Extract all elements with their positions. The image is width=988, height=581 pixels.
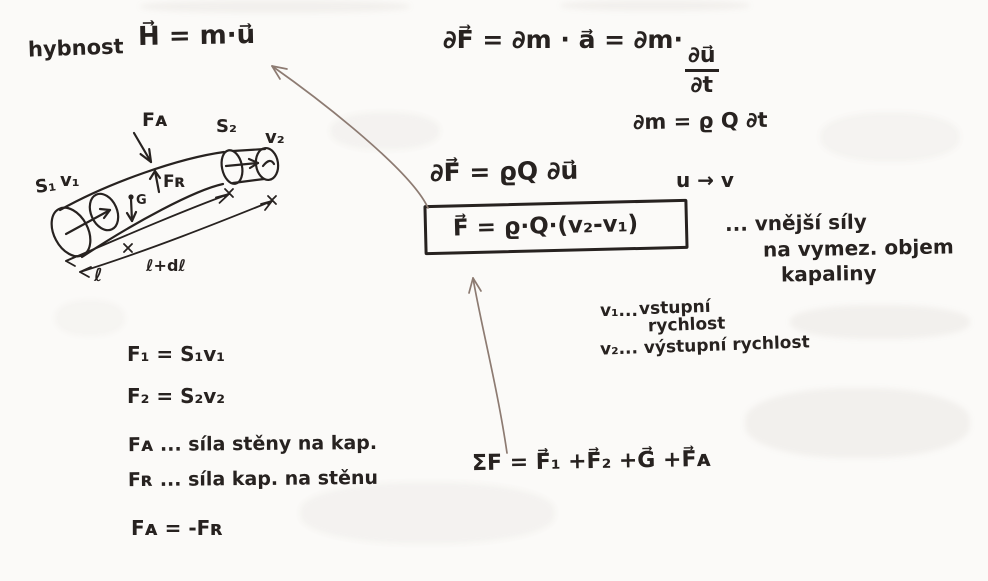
result-equation: F⃗ = ϱ·Q·(v₂-v₁) bbox=[452, 210, 639, 242]
flow-arrow-out bbox=[226, 159, 274, 168]
f1-equation: F₁ = S₁v₁ bbox=[127, 342, 226, 366]
newton-equation-prefix: ∂F⃗ = ∂m · a⃗ = ∂m· bbox=[443, 25, 683, 54]
momentum-label: hybnost bbox=[27, 34, 124, 62]
diagram-label-s2: S₂ bbox=[216, 116, 237, 137]
v2-definition: v₂... výstupní rychlost bbox=[599, 332, 811, 360]
diagram-label-s1: S₁ bbox=[33, 174, 58, 198]
note-line: ... vnější síly bbox=[724, 209, 868, 236]
fraction-numerator: ∂u⃗ bbox=[685, 43, 719, 72]
diagram-label-v2: v₂ bbox=[265, 127, 285, 148]
note-line: kapaliny bbox=[780, 260, 877, 287]
bleed-through bbox=[140, 0, 410, 13]
v1-definition-word1: vstupní bbox=[638, 296, 711, 320]
fr-definition: Fʀ ... síla kap. na stěnu bbox=[127, 466, 379, 492]
diagram-label-length: ℓ bbox=[94, 265, 103, 286]
f2-equation: F₂ = S₂v₂ bbox=[127, 384, 226, 408]
bleed-through bbox=[745, 388, 970, 458]
external-forces-note bbox=[725, 211, 954, 285]
diagram-label-fa: Fᴀ bbox=[142, 109, 168, 131]
note-line: na vymez. objem bbox=[762, 234, 954, 262]
pipe-diagram bbox=[20, 100, 320, 295]
diagram-label-v1: v₁ bbox=[60, 170, 80, 191]
bleed-through bbox=[560, 0, 750, 11]
bleed-through bbox=[790, 305, 970, 339]
bleed-through bbox=[300, 482, 555, 544]
diagram-label-length-plus: ℓ+dℓ bbox=[146, 256, 186, 275]
force-r-arrow bbox=[150, 171, 160, 192]
gravity-vector bbox=[127, 194, 136, 221]
arrow-from-force-sum-to-box bbox=[469, 278, 507, 453]
bleed-through bbox=[820, 112, 960, 162]
newton-second-law-equation bbox=[443, 26, 719, 99]
fa-definition: Fᴀ ... síla stěny na kap. bbox=[127, 431, 378, 457]
diagram-label-fr: Fʀ bbox=[163, 172, 186, 192]
bleed-through bbox=[55, 300, 125, 336]
force-sum-equation: ΣF = F⃗₁ +F⃗₂ +G⃗ +F⃗ᴀ bbox=[471, 446, 712, 477]
force-a-arrow bbox=[134, 133, 151, 162]
du-dt-fraction bbox=[685, 43, 719, 99]
v1-definition-word2: rychlost bbox=[647, 313, 726, 337]
substitution-note: u → v bbox=[676, 168, 734, 192]
momentum-equation: H⃗ = m·u⃗ bbox=[137, 19, 256, 53]
impulse-equation: ∂F⃗ = ϱQ ∂u⃗ bbox=[429, 155, 579, 188]
action-reaction-equation: Fᴀ = -Fʀ bbox=[131, 516, 224, 540]
result-box bbox=[423, 199, 688, 256]
v1-definition-term: v₁... bbox=[600, 301, 638, 321]
fraction-denominator: ∂t bbox=[690, 73, 714, 99]
diagram-label-g: G bbox=[136, 193, 147, 208]
mass-flow-equation: ∂m = ϱ Q ∂t bbox=[632, 107, 768, 135]
bleed-through bbox=[330, 112, 440, 150]
